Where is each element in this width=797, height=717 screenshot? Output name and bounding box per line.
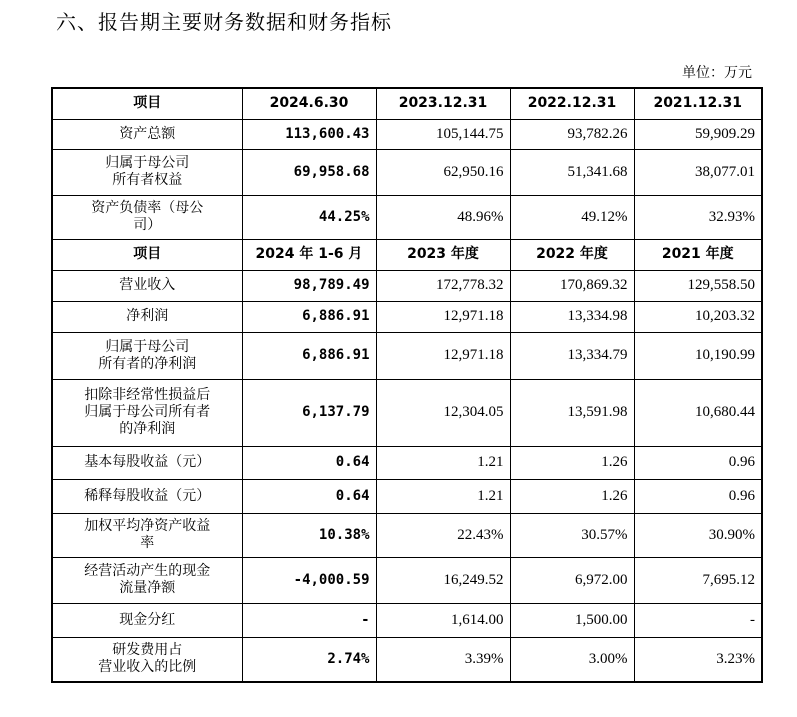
row-value: 13,591.98 <box>510 379 634 446</box>
row-label: 净利润 <box>52 301 242 332</box>
row-value: 172,778.32 <box>376 270 510 301</box>
row-label: 基本每股收益（元） <box>52 446 242 479</box>
row-value: 62,950.16 <box>376 149 510 195</box>
table-row <box>52 446 762 479</box>
table-row <box>52 513 762 557</box>
row-value: 1.21 <box>376 479 510 513</box>
table-row <box>52 479 762 513</box>
row-value: 59,909.29 <box>634 119 762 149</box>
row-value: 0.64 <box>242 479 376 513</box>
row-value: 10.38% <box>242 513 376 557</box>
column-header: 2021.12.31 <box>634 88 762 119</box>
row-value: 69,958.68 <box>242 149 376 195</box>
row-label: 经营活动产生的现金 流量净额 <box>52 557 242 603</box>
row-value: 13,334.79 <box>510 332 634 379</box>
column-header: 2021 年度 <box>634 239 762 270</box>
row-value: 1,500.00 <box>510 603 634 637</box>
row-label: 资产总额 <box>52 119 242 149</box>
row-value: 1,614.00 <box>376 603 510 637</box>
column-header: 2024.6.30 <box>242 88 376 119</box>
row-value: 6,137.79 <box>242 379 376 446</box>
row-value: 10,203.32 <box>634 301 762 332</box>
row-label: 现金分红 <box>52 603 242 637</box>
column-header: 项目 <box>52 88 242 119</box>
row-value: 22.43% <box>376 513 510 557</box>
row-value: 3.00% <box>510 637 634 682</box>
table-row <box>52 332 762 379</box>
table-header-row <box>52 239 762 270</box>
row-value: 0.96 <box>634 446 762 479</box>
row-value: 6,972.00 <box>510 557 634 603</box>
row-label: 归属于母公司 所有者的净利润 <box>52 332 242 379</box>
table-row <box>52 149 762 195</box>
row-value: 44.25% <box>242 195 376 239</box>
row-value: 1.21 <box>376 446 510 479</box>
row-label: 扣除非经常性损益后 归属于母公司所有者 的净利润 <box>52 379 242 446</box>
table-row <box>52 270 762 301</box>
row-value: 7,695.12 <box>634 557 762 603</box>
row-value: - <box>242 603 376 637</box>
table-row <box>52 637 762 682</box>
column-header: 项目 <box>52 239 242 270</box>
column-header: 2022 年度 <box>510 239 634 270</box>
row-value: 16,249.52 <box>376 557 510 603</box>
row-value: 113,600.43 <box>242 119 376 149</box>
unit-label: 单位：万元 <box>682 65 752 81</box>
column-header: 2024 年 1-6 月 <box>242 239 376 270</box>
row-value: 2.74% <box>242 637 376 682</box>
section-heading: 六、报告期主要财务数据和财务指标 <box>56 10 392 34</box>
row-value: 6,886.91 <box>242 301 376 332</box>
table-row <box>52 379 762 446</box>
row-value: 3.39% <box>376 637 510 682</box>
row-value: 0.64 <box>242 446 376 479</box>
column-header: 2023 年度 <box>376 239 510 270</box>
row-value: 49.12% <box>510 195 634 239</box>
row-label: 资产负债率（母公 司） <box>52 195 242 239</box>
row-value: 170,869.32 <box>510 270 634 301</box>
row-value: 1.26 <box>510 479 634 513</box>
row-value: 10,680.44 <box>634 379 762 446</box>
row-value: 1.26 <box>510 446 634 479</box>
row-value: - <box>634 603 762 637</box>
row-value: 3.23% <box>634 637 762 682</box>
row-value: 10,190.99 <box>634 332 762 379</box>
row-value: 48.96% <box>376 195 510 239</box>
table-row <box>52 603 762 637</box>
column-header: 2023.12.31 <box>376 88 510 119</box>
table-header-row <box>52 88 762 119</box>
row-value: 12,971.18 <box>376 332 510 379</box>
row-value: -4,000.59 <box>242 557 376 603</box>
row-label: 稀释每股收益（元） <box>52 479 242 513</box>
row-label: 营业收入 <box>52 270 242 301</box>
row-value: 32.93% <box>634 195 762 239</box>
row-value: 12,304.05 <box>376 379 510 446</box>
table-row <box>52 195 762 239</box>
row-value: 12,971.18 <box>376 301 510 332</box>
financial-table <box>51 87 763 683</box>
row-value: 13,334.98 <box>510 301 634 332</box>
row-value: 38,077.01 <box>634 149 762 195</box>
row-value: 30.90% <box>634 513 762 557</box>
row-label: 加权平均净资产收益 率 <box>52 513 242 557</box>
table-row <box>52 301 762 332</box>
row-value: 129,558.50 <box>634 270 762 301</box>
row-label: 研发费用占 营业收入的比例 <box>52 637 242 682</box>
row-value: 30.57% <box>510 513 634 557</box>
row-value: 105,144.75 <box>376 119 510 149</box>
row-value: 98,789.49 <box>242 270 376 301</box>
row-value: 93,782.26 <box>510 119 634 149</box>
row-value: 51,341.68 <box>510 149 634 195</box>
column-header: 2022.12.31 <box>510 88 634 119</box>
table-row <box>52 119 762 149</box>
row-value: 6,886.91 <box>242 332 376 379</box>
row-label: 归属于母公司 所有者权益 <box>52 149 242 195</box>
table-row <box>52 557 762 603</box>
row-value: 0.96 <box>634 479 762 513</box>
